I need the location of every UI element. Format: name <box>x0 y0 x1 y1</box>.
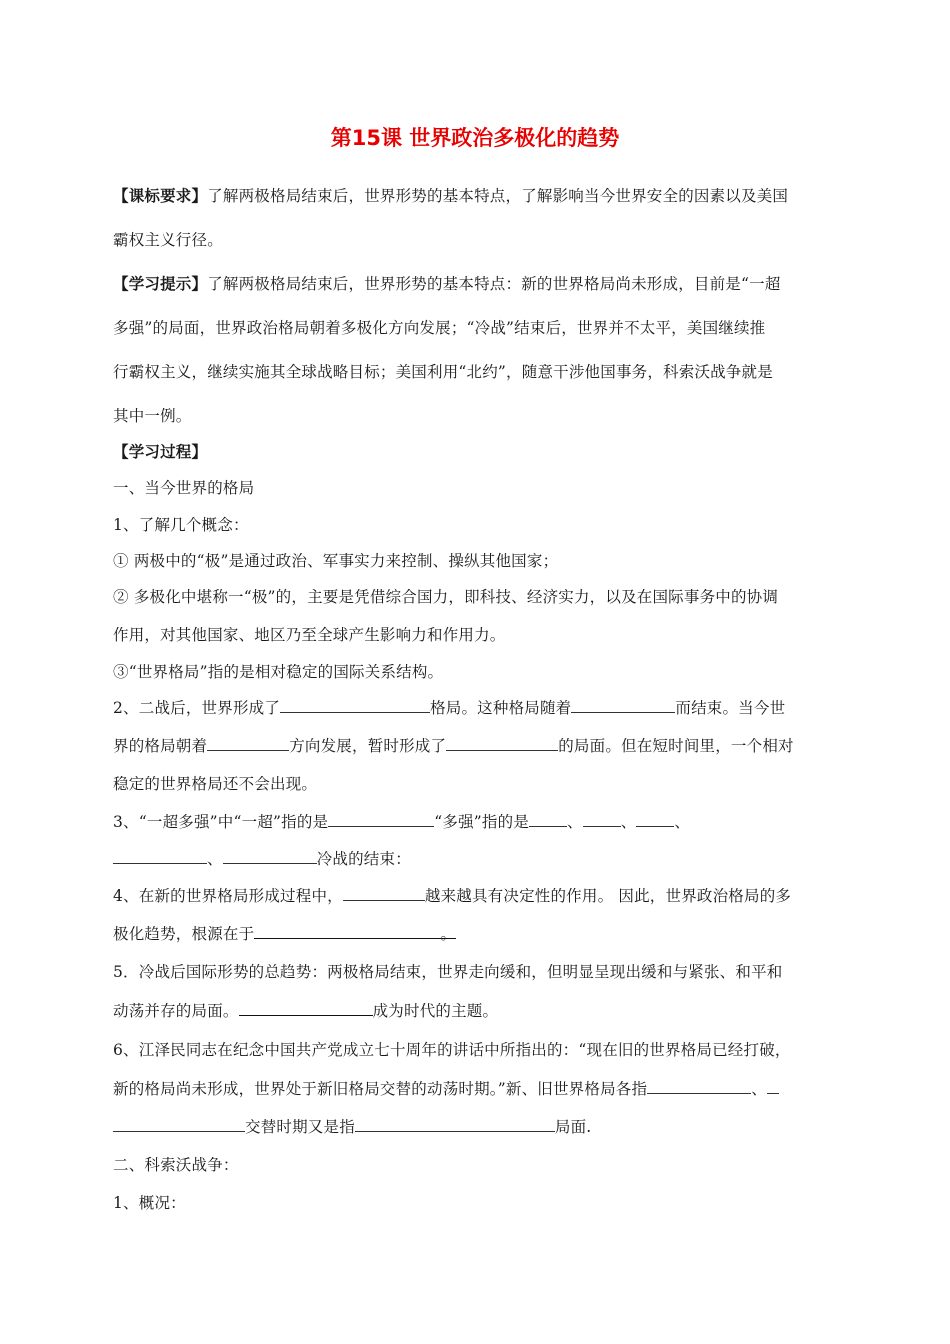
q3-line-1: 3、“一超多强”中“一超”指的是 “多强”指的是 、 、 、 <box>113 813 691 831</box>
q2-blank-1[interactable] <box>280 698 430 713</box>
q3-line-2: 、 冷战的结束： <box>113 849 411 869</box>
q6-blank-1[interactable] <box>647 1079 751 1094</box>
q2-line-1: 2、二战后，世界形成了 格局。这种格局随着 而结束。当今世 <box>113 699 786 717</box>
q6-line-3: 交替时期又是指 局面. <box>113 1117 591 1137</box>
q6-line-2: 新的格局尚未形成，世界处于新旧格局交替的动荡时期。”新、旧世界格局各指 、 <box>113 1079 779 1099</box>
curriculum-requirement-tag: 【课标要求】 <box>113 186 208 205</box>
q5-line-2: 动荡并存的局面。 成为时代的主题。 <box>113 1002 499 1020</box>
q1-item-a: ① 两极中的“极”是通过政治、军事实力来控制、操纵其他国家； <box>113 552 559 570</box>
q3-blank-3[interactable] <box>583 812 621 827</box>
q3-blank-4[interactable] <box>636 812 674 827</box>
study-tip-tag: 【学习提示】 <box>113 274 208 293</box>
study-tip-line-1: 【学习提示】了解两极格局结束后，世界形势的基本特点：新的世界格局尚未形成，目前是“一超 <box>113 274 781 293</box>
q4-blank-1[interactable] <box>343 886 425 901</box>
q1-item-b-line-1: ② 多极化中堪称一“极”的，主要是凭借综合国力，即科技、经济实力，以及在国际事务中的协调 <box>113 588 779 606</box>
study-tip-line-2: 多强”的局面，世界政治格局朝着多极化方向发展；“冷战”结束后，世界并不太平，美国继续推 <box>113 319 766 337</box>
q6-blank-2[interactable] <box>113 1117 245 1132</box>
q6-blank-2-start[interactable] <box>767 1079 779 1094</box>
q6-line-1: 6、江泽民同志在纪念中国共产党成立七十周年的讲话中所指出的：“现在旧的世界格局已经打破， <box>113 1041 791 1059</box>
q2-blank-3[interactable] <box>207 736 289 751</box>
q2-blank-2[interactable] <box>571 698 675 713</box>
q3-blank-1[interactable] <box>328 812 434 827</box>
curriculum-requirement-line-1: 【课标要求】了解两极格局结束后，世界形势的基本特点，了解影响当今世界安全的因素以及美国 <box>113 186 789 205</box>
q3-blank-2[interactable] <box>529 812 567 827</box>
q4-line-1: 4、在新的世界格局形成过程中， 越来越具有决定性的作用。 因此，世界政治格局的多 <box>113 887 792 905</box>
q2-blank-4[interactable] <box>446 736 558 751</box>
lesson-title: 第15课 世界政治多极化的趋势 <box>330 126 620 150</box>
q4-line-2: 极化趋势，根源在于 。 <box>113 925 457 943</box>
q3-blank-5[interactable] <box>113 849 207 864</box>
q1-head: 1、了解几个概念： <box>113 516 249 534</box>
section-2-heading: 二、科索沃战争： <box>113 1156 239 1174</box>
q1-item-c: ③“世界格局”指的是相对稳定的国际关系结构。 <box>113 663 444 681</box>
q4-blank-2[interactable] <box>254 924 440 939</box>
q5-blank-1[interactable] <box>239 1001 373 1016</box>
study-tip-line-4: 其中一例。 <box>113 407 192 425</box>
q2-line-3: 稳定的世界格局还不会出现。 <box>113 775 318 793</box>
q6-blank-3[interactable] <box>355 1117 555 1132</box>
q1-item-b-line-2: 作用，对其他国家、地区乃至全球产生影响力和作用力。 <box>113 626 506 644</box>
study-process-heading: 【学习过程】 <box>113 442 208 461</box>
q2-line-2: 界的格局朝着 方向发展，暂时形成了 的局面。但在短时间里，一个相对 <box>113 737 794 755</box>
q3-blank-6[interactable] <box>223 849 317 864</box>
q5-line-1: 5．冷战后国际形势的总趋势：两极格局结束，世界走向缓和，但明显呈现出缓和与紧张、和平和 <box>113 963 783 981</box>
study-tip-line-3: 行霸权主义，继续实施其全球战略目标；美国利用“北约”，随意干涉他国事务，科索沃战争就是 <box>113 363 773 381</box>
section-1-heading: 一、当今世界的格局 <box>113 479 255 497</box>
curriculum-requirement-line-2: 霸权主义行径。 <box>113 231 223 249</box>
section-2-q1: 1、概况： <box>113 1194 186 1212</box>
